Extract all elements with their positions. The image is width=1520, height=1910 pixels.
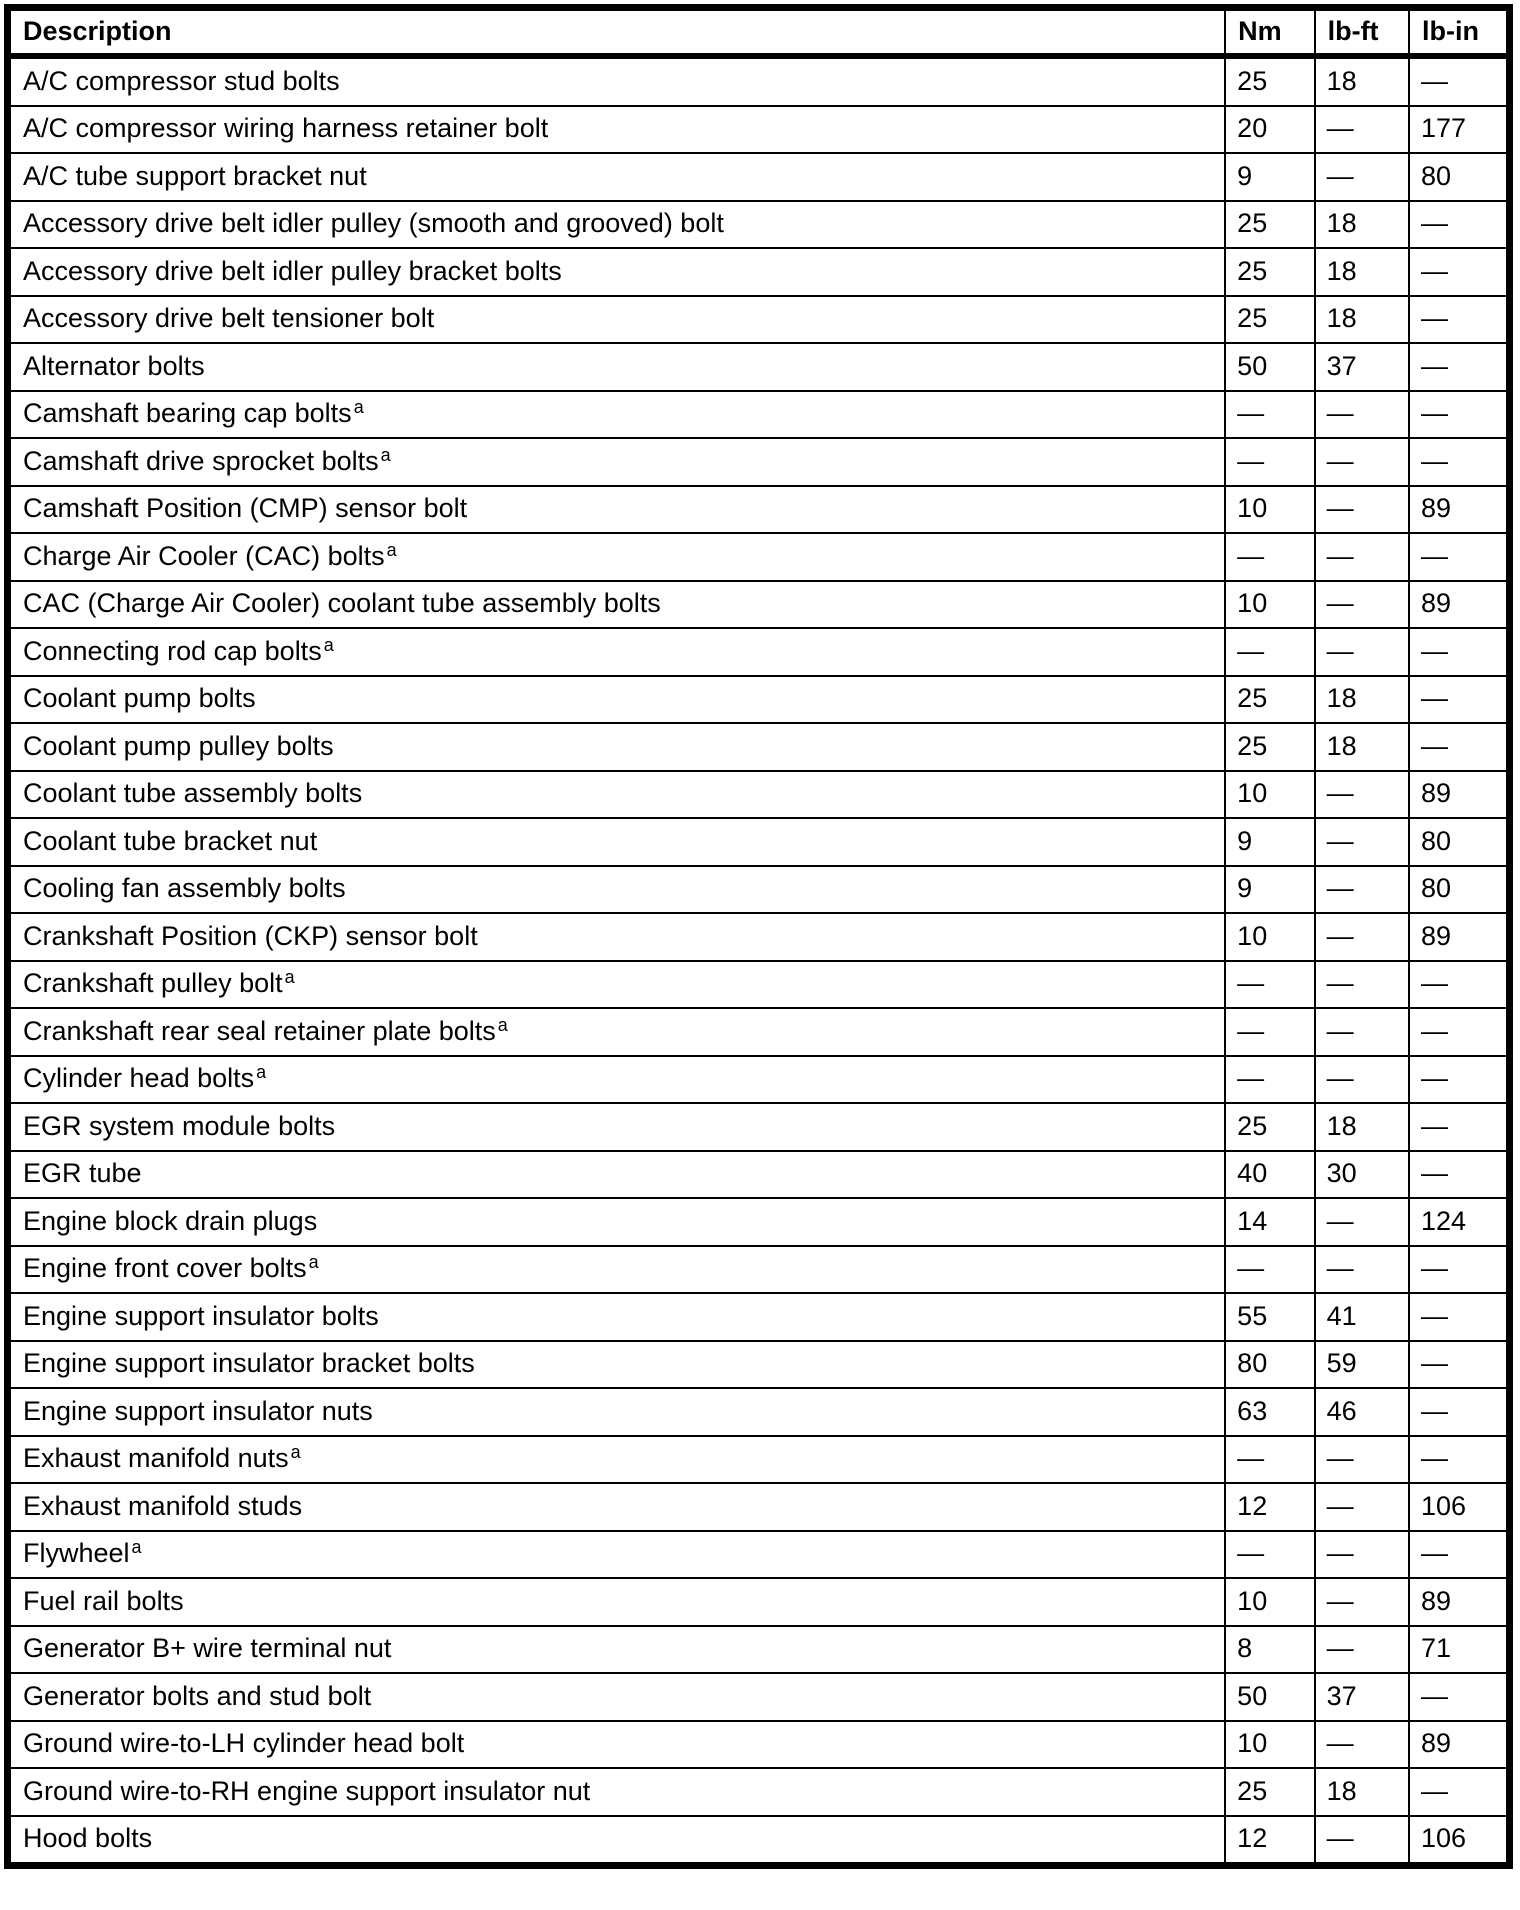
nm-cell: 10 [1225, 1578, 1314, 1626]
lb-in-cell: 89 [1409, 486, 1509, 534]
description-cell [8, 106, 1226, 154]
table-row [8, 486, 1510, 534]
table-row [8, 343, 1510, 391]
nm-cell: 10 [1225, 913, 1314, 961]
header-row [8, 8, 1510, 57]
footnote-marker: a [323, 634, 334, 655]
lb-ft-cell: — [1315, 1246, 1409, 1294]
footnote-marker: a [256, 1062, 267, 1083]
table-row [8, 1626, 1510, 1674]
nm-cell: 12 [1225, 1483, 1314, 1531]
lb-in-cell: — [1409, 628, 1509, 676]
description-cell [8, 1198, 1226, 1246]
description-text: CAC (Charge Air Cooler) coolant tube assembly bolts [23, 588, 661, 619]
lb-ft-cell: 18 [1315, 248, 1409, 296]
description-cell [8, 153, 1226, 201]
description-cell [8, 438, 1226, 486]
lb-in-cell: — [1409, 1436, 1509, 1484]
table-row [8, 818, 1510, 866]
description-cell [8, 961, 1226, 1009]
footnote-marker: a [380, 444, 391, 465]
description-text: Exhaust manifold studs [23, 1490, 303, 1521]
lb-ft-cell: 18 [1315, 56, 1409, 106]
lb-ft-cell: — [1315, 486, 1409, 534]
table-row [8, 1341, 1510, 1389]
description-cell [8, 1056, 1226, 1104]
nm-cell: 20 [1225, 106, 1314, 154]
lb-in-cell: — [1409, 56, 1509, 106]
lb-in-cell: 71 [1409, 1626, 1509, 1674]
table-row [8, 1768, 1510, 1816]
description-cell [8, 1388, 1226, 1436]
lb-ft-cell: 37 [1315, 343, 1409, 391]
lb-ft-cell: 18 [1315, 296, 1409, 344]
table-row [8, 913, 1510, 961]
table-row [8, 771, 1510, 819]
table-row [8, 1578, 1510, 1626]
lb-in-cell: — [1409, 1008, 1509, 1056]
lb-ft-cell: — [1315, 533, 1409, 581]
lb-in-cell: — [1409, 391, 1509, 439]
nm-cell: 40 [1225, 1151, 1314, 1199]
description-cell [8, 818, 1226, 866]
nm-cell: — [1225, 1056, 1314, 1104]
description-cell [8, 1103, 1226, 1151]
nm-cell: — [1225, 1008, 1314, 1056]
description-cell [8, 628, 1226, 676]
table-row [8, 628, 1510, 676]
table-row [8, 961, 1510, 1009]
nm-cell: 25 [1225, 248, 1314, 296]
description-cell [8, 296, 1226, 344]
table-row [8, 438, 1510, 486]
table-row [8, 1531, 1510, 1579]
nm-cell: 55 [1225, 1293, 1314, 1341]
description-text: Camshaft bearing cap bolts [23, 398, 352, 429]
nm-cell: — [1225, 961, 1314, 1009]
description-text: Coolant tube bracket nut [23, 825, 318, 856]
lb-in-cell: — [1409, 1673, 1509, 1721]
lb-in-cell: — [1409, 1151, 1509, 1199]
lb-in-cell: — [1409, 1103, 1509, 1151]
table-row [8, 1673, 1510, 1721]
lb-ft-cell: — [1315, 818, 1409, 866]
table-body [8, 56, 1510, 1866]
footnote-marker: a [497, 1014, 508, 1035]
lb-ft-cell: — [1315, 1436, 1409, 1484]
header-lb-ft: lb-ft [1315, 8, 1409, 57]
table-row [8, 1198, 1510, 1246]
lb-in-cell: 124 [1409, 1198, 1509, 1246]
lb-in-cell: 89 [1409, 1721, 1509, 1769]
table-row [8, 248, 1510, 296]
description-text: Generator bolts and stud bolt [23, 1680, 372, 1711]
description-text: Accessory drive belt tensioner bolt [23, 303, 435, 334]
nm-cell: 25 [1225, 296, 1314, 344]
description-text: Alternator bolts [23, 350, 205, 381]
description-cell [8, 1293, 1226, 1341]
lb-ft-cell: — [1315, 106, 1409, 154]
nm-cell: 25 [1225, 1768, 1314, 1816]
description-cell [8, 1246, 1226, 1294]
table-row [8, 1103, 1510, 1151]
description-text: Ground wire-to-RH engine support insulator nut [23, 1775, 591, 1806]
description-cell [8, 676, 1226, 724]
nm-cell: 10 [1225, 486, 1314, 534]
lb-ft-cell: — [1315, 153, 1409, 201]
description-text: Generator B+ wire terminal nut [23, 1633, 392, 1664]
description-text: Coolant tube assembly bolts [23, 778, 363, 809]
table-row [8, 1721, 1510, 1769]
lb-in-cell: — [1409, 1056, 1509, 1104]
nm-cell: 50 [1225, 1673, 1314, 1721]
table-row [8, 296, 1510, 344]
lb-ft-cell: 18 [1315, 723, 1409, 771]
description-text: EGR tube [23, 1158, 142, 1189]
description-text: Engine block drain plugs [23, 1205, 318, 1236]
table-header [8, 8, 1510, 57]
header-description: Description [8, 8, 1226, 57]
lb-ft-cell: — [1315, 913, 1409, 961]
description-cell [8, 1531, 1226, 1579]
table-row [8, 1816, 1510, 1866]
description-text: EGR system module bolts [23, 1110, 336, 1141]
lb-ft-cell: — [1315, 581, 1409, 629]
lb-in-cell: — [1409, 1531, 1509, 1579]
lb-ft-cell: — [1315, 1721, 1409, 1769]
lb-in-cell: — [1409, 1293, 1509, 1341]
description-cell [8, 913, 1226, 961]
description-cell [8, 1768, 1226, 1816]
footnote-marker: a [353, 397, 364, 418]
table-row [8, 106, 1510, 154]
lb-ft-cell: — [1315, 1816, 1409, 1866]
nm-cell: 80 [1225, 1341, 1314, 1389]
description-cell [8, 1721, 1226, 1769]
table-row [8, 866, 1510, 914]
lb-in-cell: 106 [1409, 1483, 1509, 1531]
lb-in-cell: 106 [1409, 1816, 1509, 1866]
nm-cell: 63 [1225, 1388, 1314, 1436]
nm-cell: 25 [1225, 723, 1314, 771]
lb-in-cell: — [1409, 533, 1509, 581]
lb-ft-cell: — [1315, 1483, 1409, 1531]
header-nm: Nm [1225, 8, 1314, 57]
description-cell [8, 581, 1226, 629]
description-cell [8, 1578, 1226, 1626]
lb-ft-cell: 59 [1315, 1341, 1409, 1389]
description-text: Charge Air Cooler (CAC) bolts [23, 540, 385, 571]
header-lb-in: lb-in [1409, 8, 1509, 57]
lb-ft-cell: 18 [1315, 676, 1409, 724]
description-text: Engine support insulator nuts [23, 1395, 373, 1426]
table-row [8, 676, 1510, 724]
description-cell [8, 486, 1226, 534]
nm-cell: 25 [1225, 56, 1314, 106]
nm-cell: — [1225, 628, 1314, 676]
description-text: Crankshaft Position (CKP) sensor bolt [23, 920, 478, 951]
nm-cell: 25 [1225, 201, 1314, 249]
nm-cell: — [1225, 1246, 1314, 1294]
lb-ft-cell: 37 [1315, 1673, 1409, 1721]
description-text: Fuel rail bolts [23, 1585, 184, 1616]
lb-in-cell: — [1409, 296, 1509, 344]
footnote-marker: a [308, 1252, 319, 1273]
lb-ft-cell: — [1315, 1198, 1409, 1246]
description-cell [8, 391, 1226, 439]
nm-cell: — [1225, 1436, 1314, 1484]
description-cell [8, 1151, 1226, 1199]
table-row [8, 153, 1510, 201]
description-text: Engine support insulator bracket bolts [23, 1348, 475, 1379]
nm-cell: 14 [1225, 1198, 1314, 1246]
table-row [8, 581, 1510, 629]
lb-in-cell: 80 [1409, 866, 1509, 914]
footnote-marker: a [386, 539, 397, 560]
lb-in-cell: — [1409, 723, 1509, 771]
nm-cell: 9 [1225, 818, 1314, 866]
nm-cell: 50 [1225, 343, 1314, 391]
table-row [8, 1246, 1510, 1294]
nm-cell: 25 [1225, 1103, 1314, 1151]
lb-in-cell: 89 [1409, 771, 1509, 819]
lb-in-cell: — [1409, 1768, 1509, 1816]
description-text: Crankshaft pulley bolt [23, 968, 283, 999]
description-cell [8, 1626, 1226, 1674]
nm-cell: — [1225, 391, 1314, 439]
nm-cell: 8 [1225, 1626, 1314, 1674]
description-text: Flywheel [23, 1538, 130, 1569]
lb-ft-cell: — [1315, 1531, 1409, 1579]
description-cell [8, 248, 1226, 296]
description-text: Cylinder head bolts [23, 1063, 255, 1094]
description-cell [8, 771, 1226, 819]
lb-ft-cell: — [1315, 1056, 1409, 1104]
lb-ft-cell: 30 [1315, 1151, 1409, 1199]
description-text: Engine support insulator bolts [23, 1300, 379, 1331]
nm-cell: 9 [1225, 153, 1314, 201]
nm-cell: 10 [1225, 771, 1314, 819]
table-row [8, 1008, 1510, 1056]
lb-in-cell: 177 [1409, 106, 1509, 154]
description-cell [8, 1483, 1226, 1531]
description-text: Cooling fan assembly bolts [23, 873, 346, 904]
footnote-marker: a [284, 967, 295, 988]
lb-in-cell: 80 [1409, 818, 1509, 866]
lb-ft-cell: 46 [1315, 1388, 1409, 1436]
lb-in-cell: — [1409, 676, 1509, 724]
lb-in-cell: — [1409, 343, 1509, 391]
lb-ft-cell: — [1315, 1008, 1409, 1056]
description-cell [8, 1008, 1226, 1056]
nm-cell: 9 [1225, 866, 1314, 914]
description-cell [8, 723, 1226, 771]
nm-cell: 12 [1225, 1816, 1314, 1866]
description-text: A/C compressor stud bolts [23, 65, 340, 96]
lb-in-cell: 80 [1409, 153, 1509, 201]
description-text: Exhaust manifold nuts [23, 1443, 289, 1474]
lb-ft-cell: 18 [1315, 1103, 1409, 1151]
nm-cell: — [1225, 438, 1314, 486]
lb-ft-cell: — [1315, 961, 1409, 1009]
table-row [8, 1388, 1510, 1436]
description-cell [8, 1436, 1226, 1484]
lb-ft-cell: — [1315, 866, 1409, 914]
description-cell [8, 533, 1226, 581]
lb-in-cell: 89 [1409, 581, 1509, 629]
lb-in-cell: — [1409, 201, 1509, 249]
table-row [8, 533, 1510, 581]
description-text: Engine front cover bolts [23, 1253, 307, 1284]
description-text: Accessory drive belt idler pulley (smooth and grooved) bolt [23, 208, 724, 239]
lb-in-cell: — [1409, 438, 1509, 486]
description-cell [8, 201, 1226, 249]
lb-ft-cell: — [1315, 771, 1409, 819]
description-text: Crankshaft rear seal retainer plate bolts [23, 1015, 496, 1046]
description-text: A/C tube support bracket nut [23, 160, 367, 191]
torque-spec-table [4, 4, 1513, 1869]
description-text: A/C compressor wiring harness retainer bolt [23, 113, 549, 144]
description-text: Connecting rod cap bolts [23, 635, 322, 666]
table-row [8, 723, 1510, 771]
footnote-marker: a [290, 1442, 301, 1463]
description-text: Accessory drive belt idler pulley bracket bolts [23, 255, 562, 286]
lb-ft-cell: 18 [1315, 1768, 1409, 1816]
description-text: Ground wire-to-LH cylinder head bolt [23, 1728, 465, 1759]
table-row [8, 56, 1510, 106]
lb-ft-cell: — [1315, 1626, 1409, 1674]
lb-ft-cell: 18 [1315, 201, 1409, 249]
lb-in-cell: — [1409, 1341, 1509, 1389]
lb-ft-cell: — [1315, 1578, 1409, 1626]
lb-ft-cell: — [1315, 391, 1409, 439]
nm-cell: — [1225, 533, 1314, 581]
lb-in-cell: 89 [1409, 1578, 1509, 1626]
nm-cell: — [1225, 1531, 1314, 1579]
description-text: Hood bolts [23, 1823, 153, 1854]
description-text: Camshaft drive sprocket bolts [23, 445, 379, 476]
description-text: Camshaft Position (CMP) sensor bolt [23, 493, 468, 524]
description-cell [8, 1341, 1226, 1389]
footnote-marker: a [131, 1537, 142, 1558]
table-row [8, 201, 1510, 249]
table-row [8, 1293, 1510, 1341]
description-text: Coolant pump pulley bolts [23, 730, 334, 761]
lb-in-cell: — [1409, 1388, 1509, 1436]
description-cell [8, 866, 1226, 914]
description-cell [8, 1673, 1226, 1721]
nm-cell: 25 [1225, 676, 1314, 724]
table-row [8, 1483, 1510, 1531]
lb-in-cell: — [1409, 248, 1509, 296]
lb-ft-cell: — [1315, 438, 1409, 486]
lb-ft-cell: — [1315, 628, 1409, 676]
table-row [8, 1151, 1510, 1199]
nm-cell: 10 [1225, 581, 1314, 629]
lb-ft-cell: 41 [1315, 1293, 1409, 1341]
table-row [8, 1436, 1510, 1484]
lb-in-cell: 89 [1409, 913, 1509, 961]
description-cell [8, 343, 1226, 391]
table-row [8, 391, 1510, 439]
nm-cell: 10 [1225, 1721, 1314, 1769]
description-cell [8, 1816, 1226, 1866]
lb-in-cell: — [1409, 1246, 1509, 1294]
description-cell [8, 56, 1226, 106]
description-text: Coolant pump bolts [23, 683, 256, 714]
lb-in-cell: — [1409, 961, 1509, 1009]
table-row [8, 1056, 1510, 1104]
